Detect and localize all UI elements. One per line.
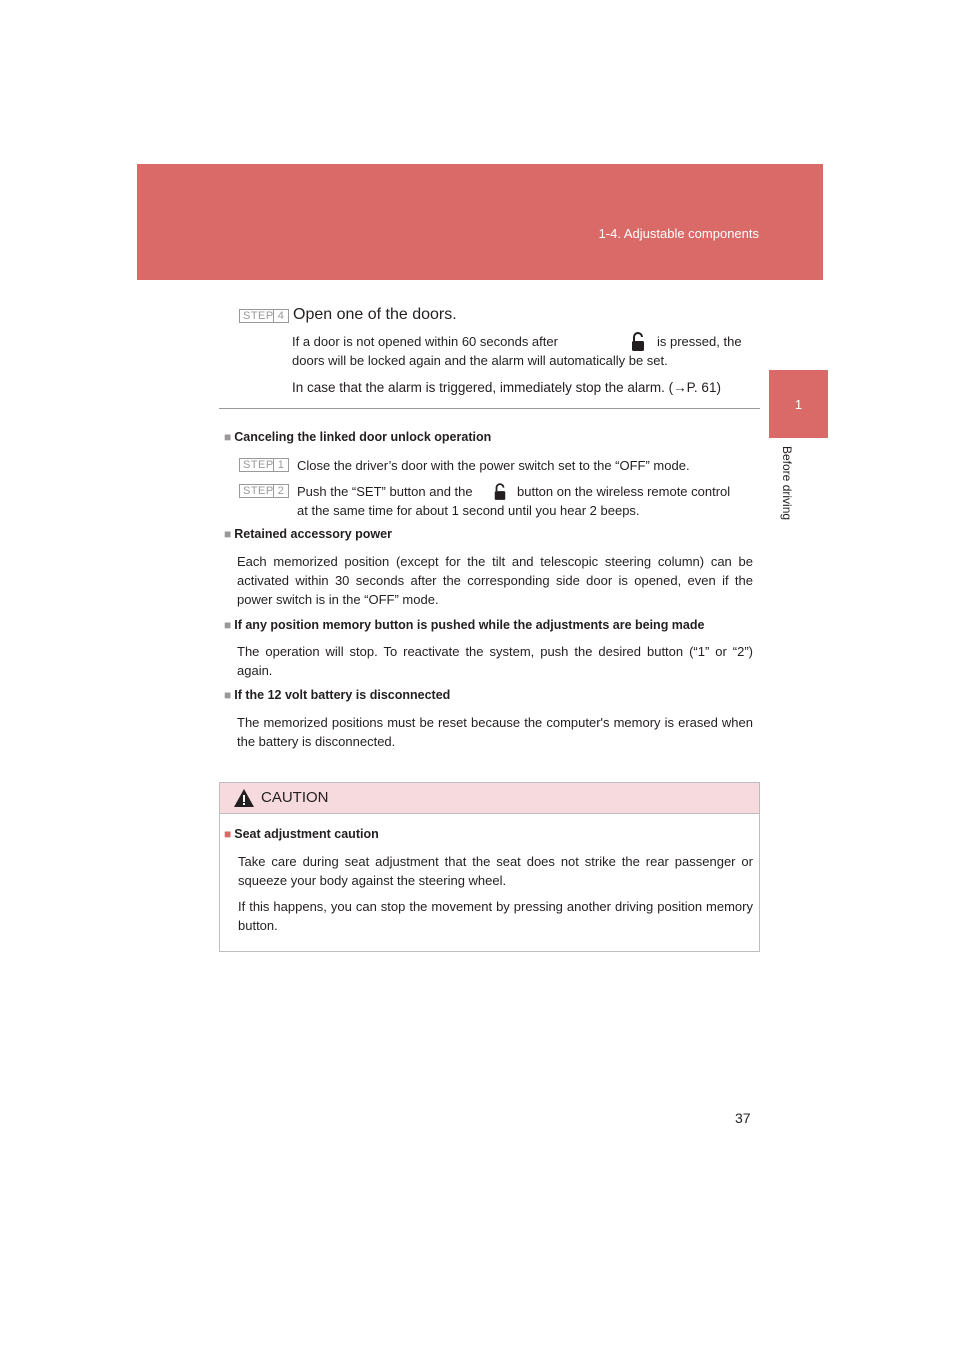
square-bullet-icon: ■ [224,527,232,541]
header-band [137,164,823,280]
square-bullet-icon: ■ [224,827,232,841]
step-title: Open one of the doors. [293,306,457,323]
step-badge [239,309,289,323]
section-heading-memory-button: ■ If any position memory button is pushed while the adjustments are being made [224,618,705,632]
step2-text-before-icon: Push the “SET” button and the [297,484,473,499]
step2-text-after-icon: button on the wireless remote control [517,484,731,499]
step-badge-label: STEP [243,310,274,322]
section-body-battery: The memorized positions must be reset because the computer's memory is erased when the battery is disconnected. [237,715,753,749]
chapter-tab: 1 [769,370,828,438]
caution-header [220,783,759,814]
caution-para2: If this happens, you can stop the movement by pressing another driving position memory button. [238,899,753,933]
unlock-icon [493,483,507,501]
square-bullet-icon: ■ [224,688,232,702]
section-heading-retained: ■ Retained accessory power [224,527,392,541]
unlock-icon [630,332,646,352]
step-badge-number: 2 [273,485,288,497]
caution-para1: Take care during seat adjustment that the seat does not strike the rear passenger or squeeze your body against the steering wheel. [238,854,753,888]
page-number: 37 [735,1110,751,1126]
caution-heading: ■ Seat adjustment caution [224,827,379,841]
warning-icon [233,788,255,808]
step-text-before-icon: If a door is not opened within 60 seconds after [292,334,558,349]
step-badge-number: 4 [273,310,288,322]
section-title: 1-4. Adjustable components [598,226,759,241]
step-badge-label: STEP [243,459,274,471]
chapter-label: Before driving [780,446,794,521]
step-alarm-note: In case that the alarm is triggered, immediately stop the alarm. (→P. 61) [292,380,721,395]
step1-text: Close the driver’s door with the power switch set to the “OFF” mode. [297,458,690,473]
step-text-after-icon: is pressed, the [657,334,742,349]
step2-text-line2: at the same time for about 1 second until you hear 2 beeps. [297,503,640,518]
section-body-retained: Each memorized position (except for the tilt and telescopic steering column) can be activated within 30 seconds after the corresponding side door is opened, even if the power switch is in the “OFF” mode. [237,554,753,607]
caution-box [219,782,760,952]
step-badge-label: STEP [243,485,274,497]
step-badge [239,458,289,472]
step-text-line2: doors will be locked again and the alarm will automatically be set. [292,353,668,368]
step-badge [239,484,289,498]
caution-title: CAUTION [261,789,329,806]
section-body-memory-button: The operation will stop. To reactivate the system, push the desired button (“1” or “2”) again. [237,644,753,678]
section-heading-battery: ■ If the 12 volt battery is disconnected [224,688,451,702]
square-bullet-icon: ■ [224,430,232,444]
divider [219,408,760,409]
square-bullet-icon: ■ [224,618,232,632]
section-heading-canceling: ■ Canceling the linked door unlock operation [224,430,492,444]
step-badge-number: 1 [273,459,288,471]
